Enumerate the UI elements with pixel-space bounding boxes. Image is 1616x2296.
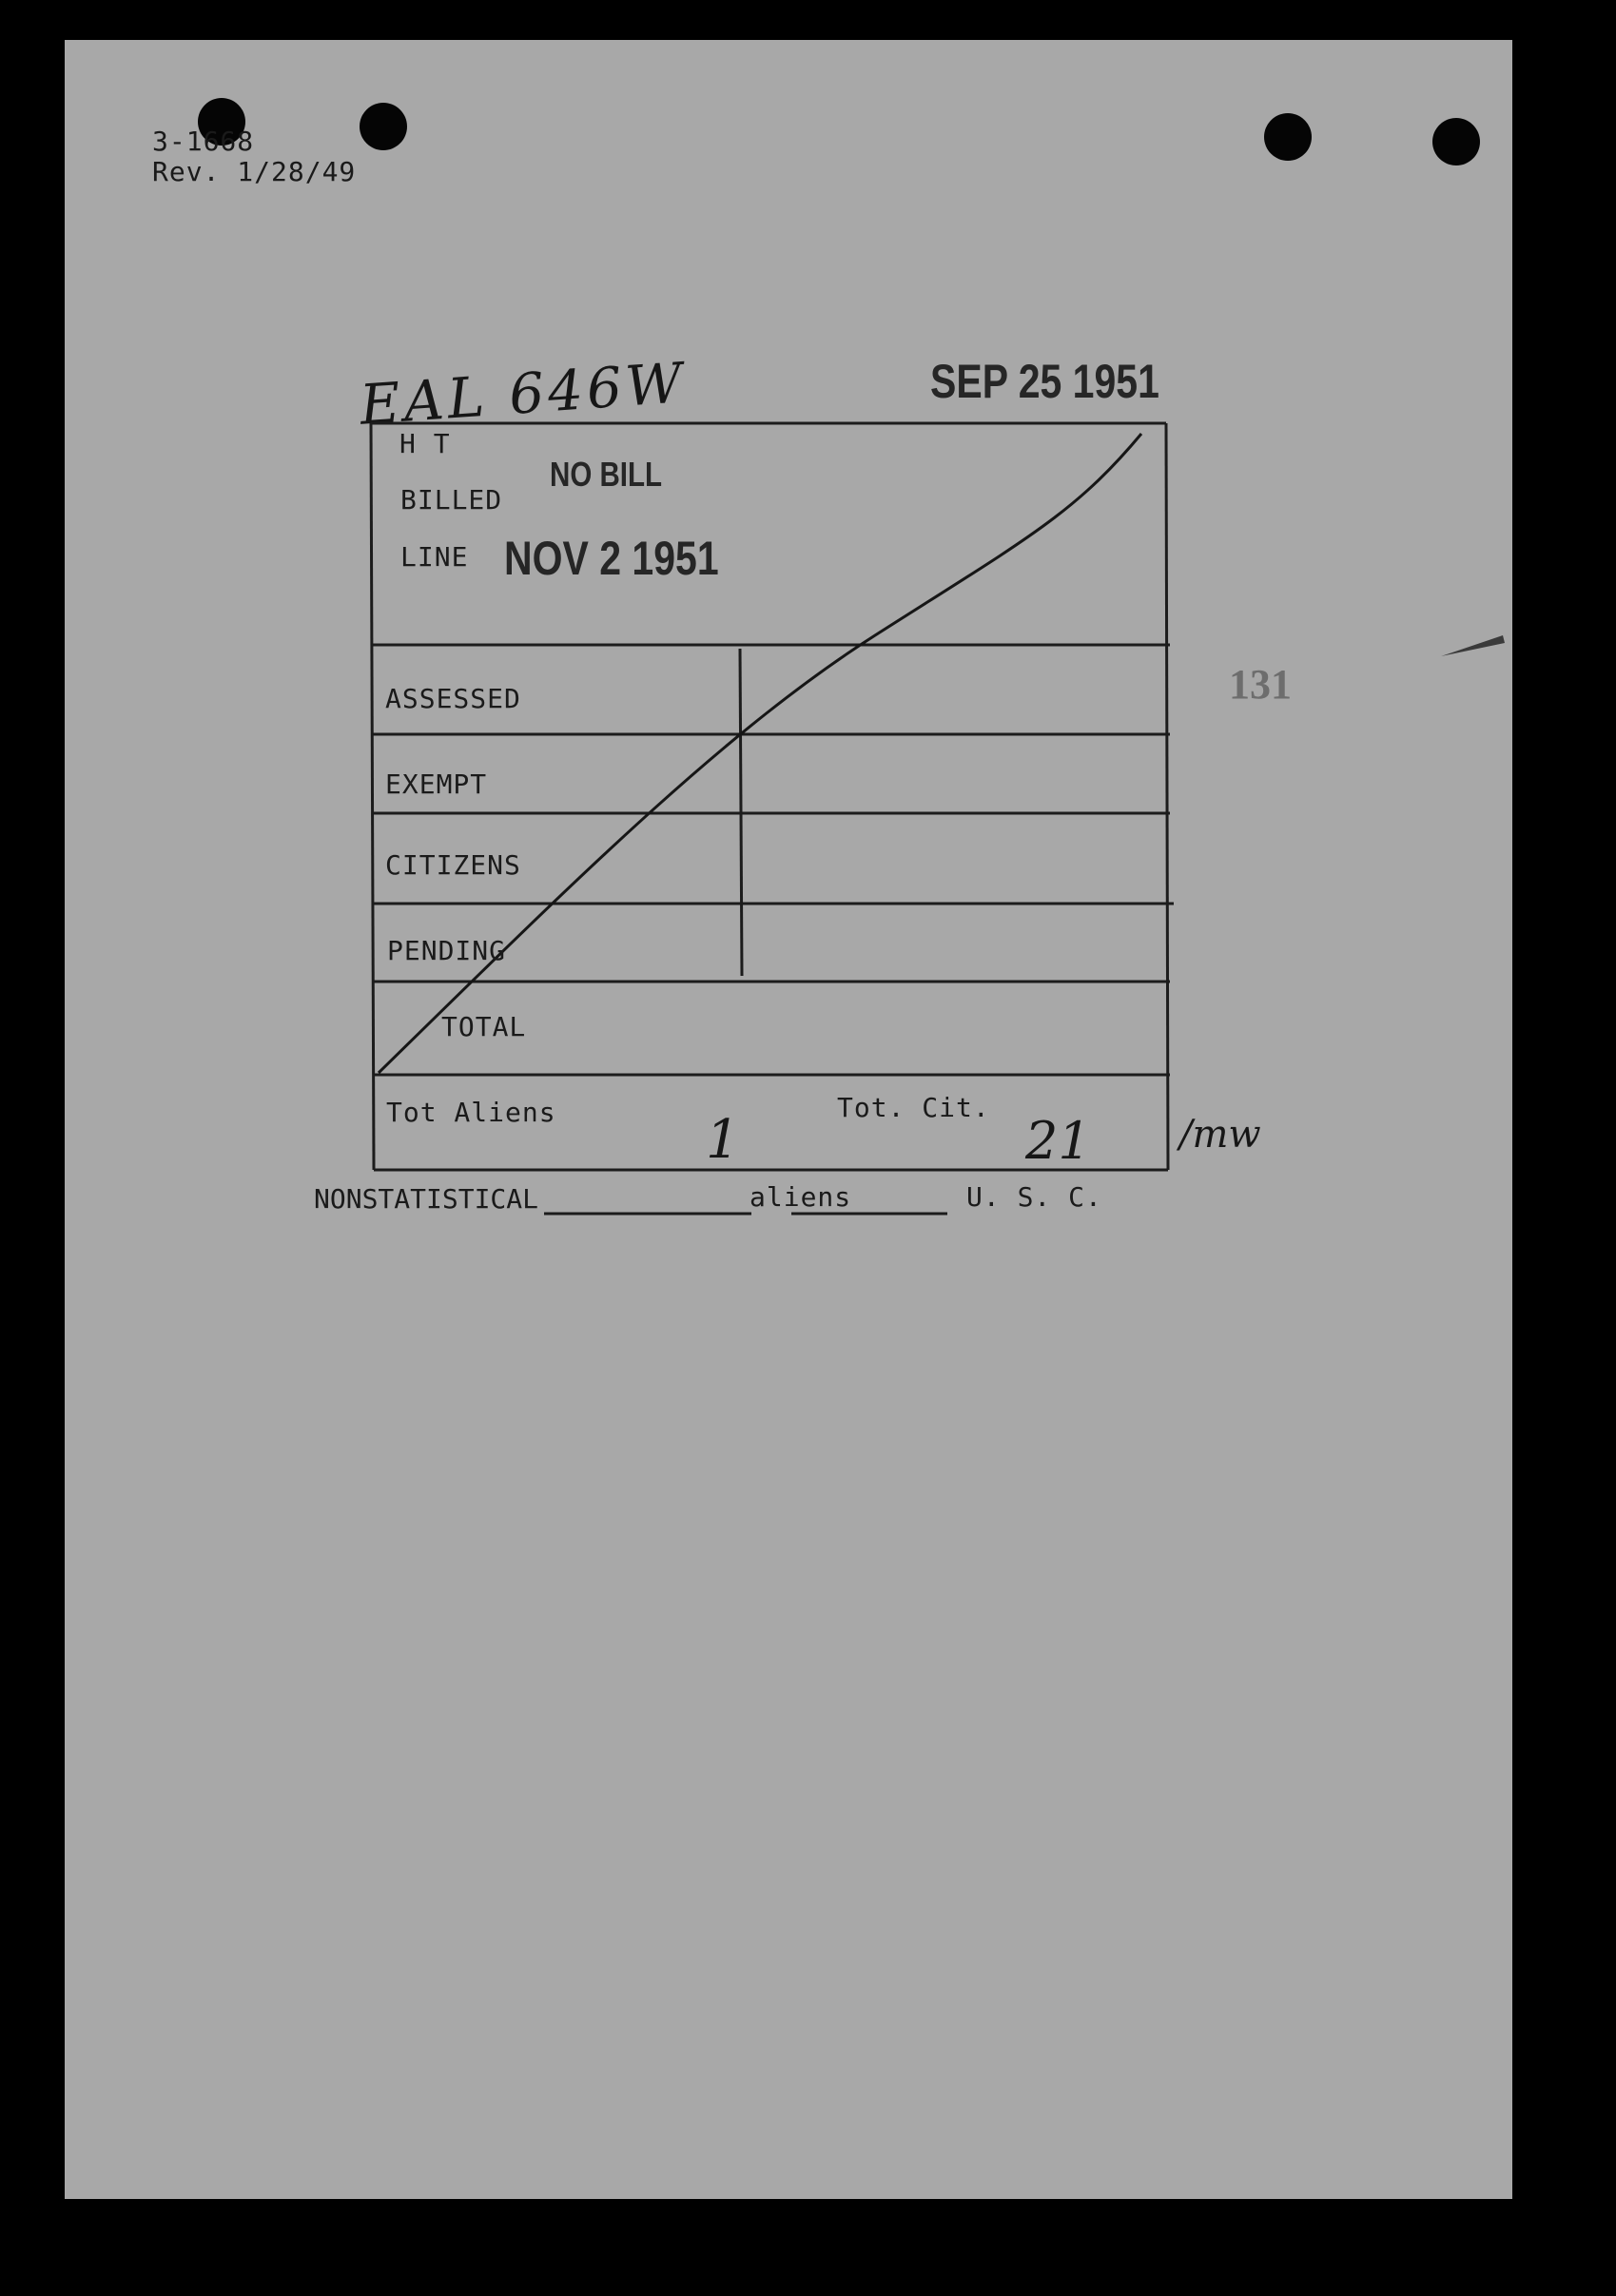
received-date-stamp: SEP 25 1951 <box>930 355 1159 408</box>
pending-label: PENDING <box>387 935 507 966</box>
form-number: 3-1668 <box>152 126 255 157</box>
nonstatistical-label: NONSTATISTICAL <box>314 1183 539 1215</box>
line-label: LINE <box>400 541 469 573</box>
exempt-label: EXEMPT <box>385 769 488 800</box>
citizens-label: CITIZENS <box>385 849 521 881</box>
tot-cit-value: 21 <box>1025 1111 1091 1171</box>
aliens-label: aliens <box>750 1181 852 1213</box>
assessed-label: ASSESSED <box>385 683 521 714</box>
initials: /mw <box>1179 1113 1261 1157</box>
handwritten-code: EAL 646W <box>358 350 689 438</box>
tot-aliens-value: 1 <box>706 1109 740 1171</box>
no-bill-stamp: NO BILL <box>550 455 663 494</box>
line-date-stamp: NOV 2 1951 <box>504 532 719 585</box>
tot-cit-label: Tot. Cit. <box>837 1092 990 1123</box>
page-number-stamp: 131 <box>1229 661 1292 708</box>
usc-label: U. S. C. <box>966 1181 1102 1213</box>
total-label: TOTAL <box>441 1011 527 1042</box>
edge-mark <box>1441 635 1505 656</box>
billed-label: BILLED <box>400 484 503 516</box>
ht-label: H T <box>399 428 451 459</box>
tot-aliens-label: Tot Aliens <box>386 1097 556 1128</box>
form-revision: Rev. 1/28/49 <box>152 156 357 187</box>
diagonal-strike-line <box>379 434 1141 1073</box>
